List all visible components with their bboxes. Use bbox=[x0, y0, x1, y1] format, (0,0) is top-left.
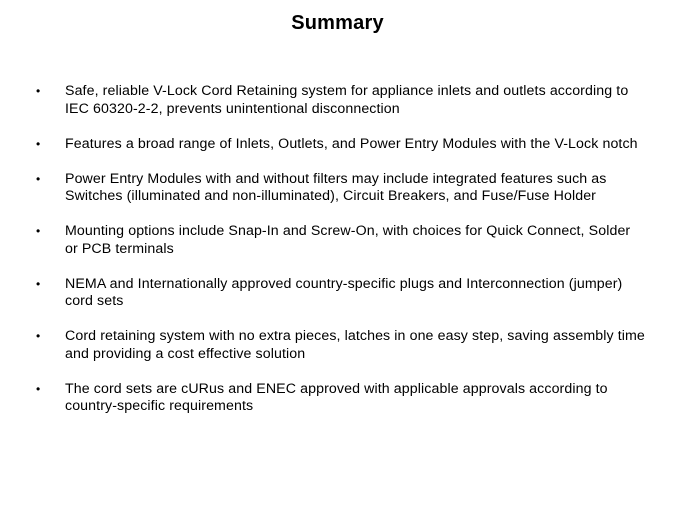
bullet-item bbox=[36, 136, 646, 154]
bullet-item bbox=[36, 381, 646, 416]
bullet-text: NEMA and Internationally approved country-specific plugs and Interconnection (jumper) cord sets bbox=[65, 275, 623, 309]
bullet-text: Features a broad range of Inlets, Outlets, and Power Entry Modules with the V-Lock notch bbox=[65, 135, 638, 152]
bullet-text: Power Entry Modules with and without filters may include integrated features such as Switches (illuminated and non-illuminated), Circuit Breakers, and Fuse/Fuse Holder bbox=[65, 170, 607, 204]
bullet-dot-icon: • bbox=[36, 171, 41, 186]
bullet-dot-icon: • bbox=[36, 136, 41, 151]
bullet-dot-icon: • bbox=[36, 381, 41, 396]
bullet-list bbox=[36, 83, 646, 433]
bullet-dot-icon: • bbox=[36, 276, 41, 291]
bullet-item bbox=[36, 171, 646, 206]
bullet-item bbox=[36, 223, 646, 258]
bullet-item bbox=[36, 328, 646, 363]
bullet-dot-icon: • bbox=[36, 224, 41, 238]
bullet-text: Cord retaining system with no extra pieces, latches in one easy step, saving assembly time and providing a cost effective solution bbox=[65, 328, 645, 362]
bullet-text: Safe, reliable V-Lock Cord Retaining system for appliance inlets and outlets according to IEC 60320-2-2, prevents unintentional disconnection bbox=[65, 83, 629, 117]
bullet-text: The cord sets are cURus and ENEC approved with applicable approvals according to country-specific requirements bbox=[65, 380, 608, 414]
bullet-dot-icon: • bbox=[36, 84, 41, 98]
slide-title: Summary bbox=[291, 12, 384, 34]
bullet-item bbox=[36, 276, 646, 311]
bullet-item bbox=[36, 83, 646, 118]
bullet-text: Mounting options include Snap-In and Screw-On, with choices for Quick Connect, Solder or PCB terminals bbox=[65, 223, 631, 257]
bullet-dot-icon: • bbox=[36, 329, 41, 343]
